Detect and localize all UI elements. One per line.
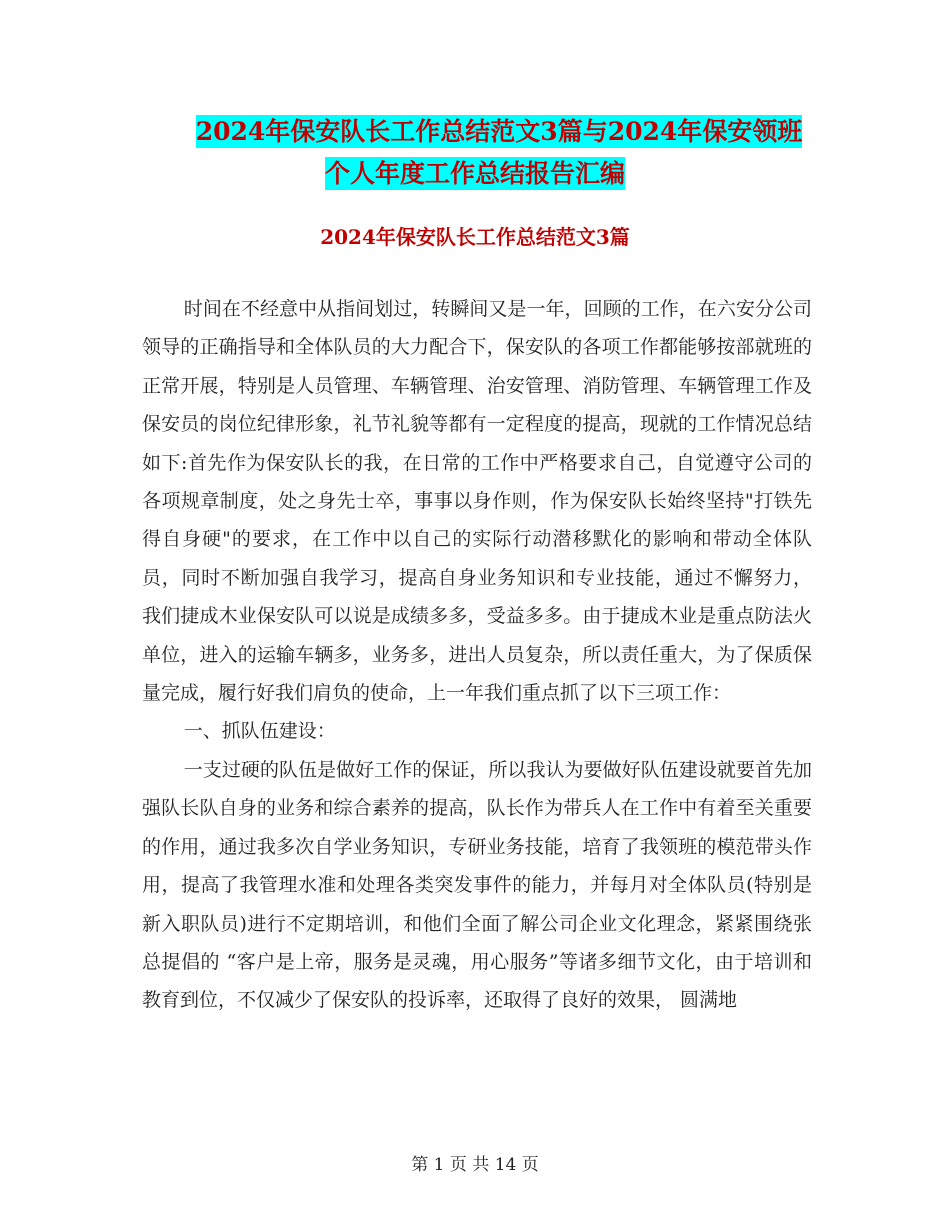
- document-title-highlight-2: 个人年度工作总结报告汇编: [324, 159, 625, 188]
- document-title-highlight-1: 2024年保安队长工作总结范文3篇与2024年保安领班: [195, 117, 803, 146]
- body-paragraph-2: 一、抓队伍建设：: [183, 720, 336, 743]
- document-title-line-1: [24, 111, 950, 153]
- page-number-footer: 第 1 页 共 14 页: [411, 1155, 539, 1175]
- section-title: 2024年保安队长工作总结范文3篇: [320, 225, 630, 249]
- body-paragraph-1: 时间在不经意中从指间划过，转瞬间又是一年，回顾的工作，在六安分公司领导的正确指导和全体队员的大力配合下，保安队的各项工作都能够按部就班的正常开展，特别是人员管理、车辆管理、治安管理、消防管理、车辆管理工作及保安员的岗位纪律形象，礼节礼貌等都有一定程度的提高，现就的工作情况总结如下:首先作为保安队长的我，在日常的工作中严格要求自己，自觉遵守公司的各项规章制度，处之身先士卒，事事以身作则，作为保安队长始终坚持"打铁先得自身硬"的要求，在工作中以自己的实际行动潜移默化的影响和带动全体队员，同时不断加强自我学习，提高自身业务知识和专业技能，通过不懈努力， 我们捷成木业保安队可以说是成绩多多，受益多多。由于捷成木业是重点防法火单位，进入的运输车辆多，业务多，进出人员复杂，所以责任重大，为了保质保量完成，履行好我们肩负的使命，上一年我们重点抓了以下三项工作：: [142, 298, 812, 705]
- document-body: [142, 290, 812, 1020]
- body-paragraph-3: 一支过硬的队伍是做好工作的保证，所以我认为要做好队伍建设就要首先加强队长队自身的业务和综合素养的提高，队长作为带兵人在工作中有着至关重要的作用，通过我多次自学业务知识，专研业务技能，培育了我领班的模范带头作用，提高了我管理水准和处理各类突发事件的能力，并每月对全体队员(特别是新入职队员)进行不定期培训，和他们全面了解公司企业文化理念，紧紧围绕张总提倡的 “客户是上帝，服务是灵魂，用心服务”等诸多细节文化，由于培训和教育到位，不仅减少了保安队的投诉率，还取得了良好的效果， 圆满地: [142, 758, 812, 1012]
- document-title-line-2: [0, 153, 950, 195]
